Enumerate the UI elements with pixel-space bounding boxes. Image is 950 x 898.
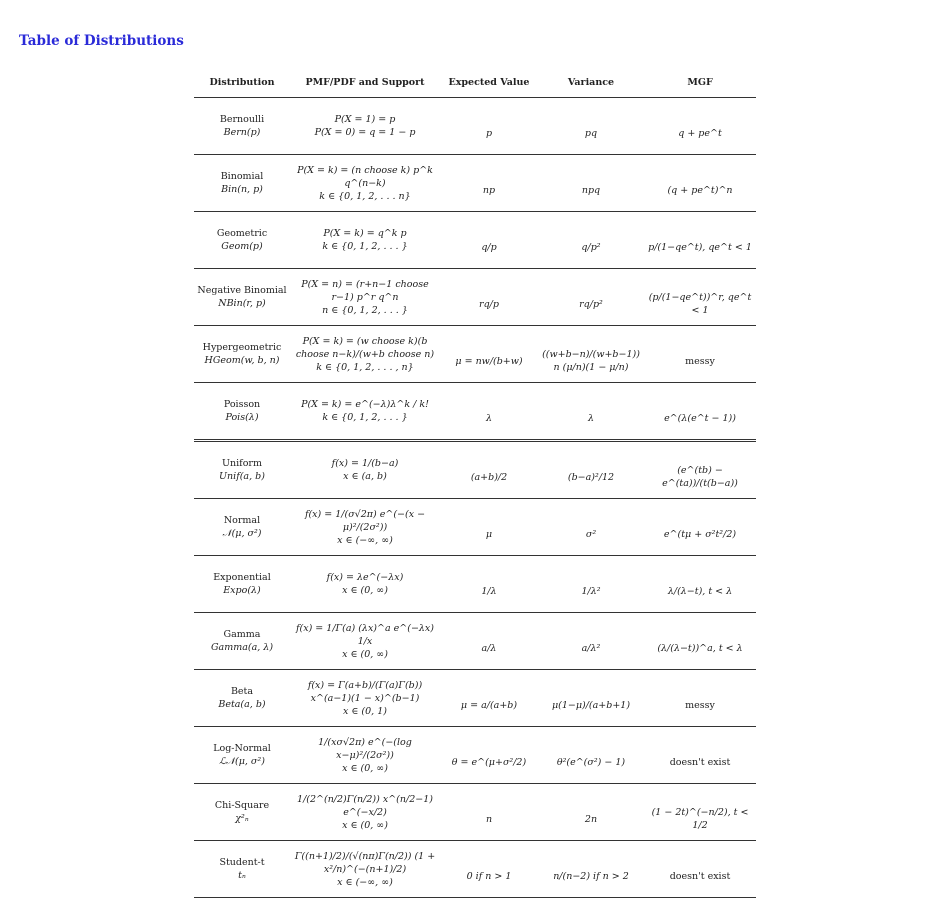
variance-value: pq [584, 127, 598, 139]
mgf-cell [644, 670, 756, 727]
pmf-formula: 1/(xσ√2π) e^(−(log x−μ)²/(2σ²)) [318, 736, 412, 761]
expected-value: np [482, 184, 496, 196]
support-text: x ∈ (0, ∞) [342, 819, 388, 831]
pmf-formula: f(x) = λe^(−λx) [326, 572, 404, 583]
mgf-cell [644, 499, 756, 556]
expected-value-cell [440, 326, 538, 383]
distribution-notation: HGeom(w, b, n) [204, 355, 280, 366]
mgf-value: messy [685, 699, 715, 711]
support-text: k ∈ {0, 1, 2, . . . , n} [316, 361, 414, 373]
expected-value: n [485, 813, 493, 825]
pmf-cell [290, 499, 440, 556]
expected-value: rq/p [479, 298, 499, 310]
pmf-cell [290, 841, 440, 898]
table-row [194, 441, 756, 499]
expected-value-cell [440, 155, 538, 212]
distribution-cell [194, 212, 290, 269]
variance-cell [538, 670, 644, 727]
distribution-name: Hypergeometric [202, 342, 282, 353]
page-title: Table of Distributions [19, 33, 184, 49]
mgf-cell [644, 269, 756, 326]
variance-cell [538, 841, 644, 898]
pmf-formula: P(X = k) = (w choose k)(b choose n−k)/(w+b choose n) [295, 335, 435, 360]
support-text: x ∈ (0, ∞) [342, 762, 388, 774]
table-row [194, 269, 756, 326]
pmf-formula: f(x) = 1/Γ(a) (λx)^a e^(−λx) 1/x [296, 622, 434, 647]
pmf-cell [290, 212, 440, 269]
variance-value: μ(1−μ)/(a+b+1) [551, 699, 631, 711]
mgf-cell [644, 155, 756, 212]
distribution-cell [194, 269, 290, 326]
expected-value-cell [440, 613, 538, 670]
distribution-name: Chi-Square [214, 800, 270, 811]
mgf-value: (q + pe^t)^n [667, 184, 733, 196]
mgf-value: (e^(tb) − e^(ta))/(t(b−a)) [662, 465, 738, 489]
distribution-name: Normal [223, 515, 261, 526]
expected-value-cell [440, 784, 538, 841]
variance-cell [538, 383, 644, 441]
pmf-formula: f(x) = Γ(a+b)/(Γ(a)Γ(b)) x^(a−1)(1 − x)^(b−1) [307, 679, 423, 704]
distribution-notation: Beta(a, b) [218, 699, 266, 710]
expected-value-cell [440, 269, 538, 326]
expected-value: a/λ [481, 642, 497, 654]
variance-value: θ²(e^(σ²) − 1) [556, 756, 626, 768]
mgf-value: e^(λ(e^t − 1)) [664, 412, 736, 424]
table-row [194, 556, 756, 613]
table-row [194, 670, 756, 727]
pmf-formula: f(x) = 1/(b−a) [331, 458, 399, 469]
distribution-notation: Pois(λ) [225, 412, 259, 423]
mgf-value: λ/(λ−t), t < λ [667, 585, 733, 597]
variance-cell [538, 155, 644, 212]
table-row [194, 155, 756, 212]
expected-value-cell [440, 727, 538, 784]
distribution-cell [194, 670, 290, 727]
distribution-name: Binomial [220, 171, 264, 182]
distribution-name: Beta [230, 686, 254, 697]
distribution-notation: ℒ𝒩(μ, σ²) [219, 756, 265, 767]
pmf-cell [290, 727, 440, 784]
variance-cell [538, 326, 644, 383]
variance-value: ((w+b−n)/(w+b−1)) n (μ/n)(1 − μ/n) [542, 349, 640, 373]
support-text: x ∈ (0, ∞) [342, 648, 388, 660]
expected-value-cell [440, 383, 538, 441]
table-body [194, 98, 756, 898]
mgf-value: e^(tμ + σ²t²/2) [663, 528, 737, 540]
table-row [194, 841, 756, 898]
table-row [194, 613, 756, 670]
distribution-cell [194, 727, 290, 784]
table-row [194, 326, 756, 383]
expected-value: p [485, 127, 493, 139]
support-text: P(X = 0) = q = 1 − p [314, 127, 416, 138]
header-distribution: Distribution [194, 68, 290, 98]
variance-value: rq/p² [579, 298, 603, 310]
support-text: k ∈ {0, 1, 2, . . . n} [319, 190, 411, 202]
mgf-value: q + pe^t [678, 127, 722, 139]
support-text: x ∈ (−∞, ∞) [337, 876, 393, 888]
variance-value: σ² [585, 528, 597, 540]
mgf-cell [644, 841, 756, 898]
variance-value: (b−a)²/12 [567, 471, 615, 483]
variance-value: n/(n−2) if n > 2 [553, 870, 629, 882]
support-text: x ∈ (a, b) [343, 471, 387, 482]
distribution-name: Exponential [213, 572, 271, 583]
support-text: x ∈ (−∞, ∞) [337, 534, 393, 546]
mgf-cell [644, 98, 756, 155]
variance-value: a/λ² [581, 642, 601, 654]
pmf-cell [290, 670, 440, 727]
expected-value: (a+b)/2 [470, 471, 508, 483]
pmf-cell [290, 326, 440, 383]
distribution-cell [194, 98, 290, 155]
support-text: k ∈ {0, 1, 2, . . . } [322, 241, 408, 252]
support-text: x ∈ (0, ∞) [342, 585, 388, 596]
mgf-cell [644, 212, 756, 269]
pmf-formula: Γ((n+1)/2)/(√(nπ)Γ(n/2)) (1 + x²/n)^(−(n+1)/2) [294, 850, 436, 875]
distribution-name: Bernoulli [219, 114, 265, 125]
distribution-name: Negative Binomial [197, 285, 287, 296]
header-variance: Variance [538, 68, 644, 98]
expected-value-cell [440, 499, 538, 556]
expected-value-cell [440, 441, 538, 499]
mgf-cell [644, 326, 756, 383]
table-header [194, 68, 756, 98]
mgf-value: (p/(1−qe^t))^r, qe^t < 1 [648, 292, 752, 316]
expected-value: μ [485, 528, 493, 540]
distribution-name: Gamma [223, 629, 261, 640]
expected-value-cell [440, 841, 538, 898]
distribution-name: Log-Normal [213, 743, 271, 754]
variance-cell [538, 269, 644, 326]
mgf-value: doesn't exist [669, 756, 731, 768]
distribution-notation: 𝒩(μ, σ²) [222, 528, 262, 539]
pmf-formula: 1/(2^(n/2)Γ(n/2)) x^(n/2−1) e^(−x/2) [297, 793, 433, 818]
support-text: k ∈ {0, 1, 2, . . . } [322, 412, 408, 423]
distribution-notation: Unif(a, b) [219, 471, 265, 482]
table-row [194, 212, 756, 269]
table-row [194, 98, 756, 155]
expected-value-cell [440, 556, 538, 613]
expected-value: 1/λ [481, 585, 497, 597]
mgf-value: messy [685, 355, 715, 367]
variance-value: 2n [584, 813, 598, 825]
distribution-notation: Expo(λ) [223, 585, 261, 596]
distribution-notation: χ²ₙ [235, 813, 249, 824]
expected-value: θ = e^(μ+σ²/2) [451, 756, 527, 768]
pmf-cell [290, 441, 440, 499]
table-row [194, 499, 756, 556]
variance-cell [538, 613, 644, 670]
header-pmf-pdf: PMF/PDF and Support [290, 68, 440, 98]
pmf-cell [290, 784, 440, 841]
distribution-name: Student-t [219, 857, 265, 868]
mgf-cell [644, 727, 756, 784]
distribution-name: Uniform [222, 458, 262, 469]
pmf-formula: P(X = n) = (r+n−1 choose r−1) p^r q^n [301, 278, 429, 303]
pmf-cell [290, 155, 440, 212]
variance-cell [538, 556, 644, 613]
expected-value: μ = nw/(b+w) [455, 355, 523, 367]
expected-value: q/p [481, 241, 497, 253]
pmf-formula: P(X = k) = (n choose k) p^k q^(n−k) [297, 164, 433, 189]
table-row [194, 727, 756, 784]
mgf-value: (1 − 2t)^(−n/2), t < 1/2 [651, 807, 749, 831]
distribution-notation: Geom(p) [221, 241, 263, 252]
table-row [194, 784, 756, 841]
mgf-value: (λ/(λ−t))^a, t < λ [657, 642, 743, 654]
distribution-notation: Gamma(a, λ) [210, 642, 274, 653]
distribution-table [194, 68, 756, 898]
mgf-cell [644, 784, 756, 841]
distribution-cell [194, 499, 290, 556]
pmf-formula: P(X = 1) = p [334, 114, 396, 125]
mgf-cell [644, 613, 756, 670]
distribution-name: Poisson [223, 399, 261, 410]
mgf-cell [644, 441, 756, 499]
distribution-cell [194, 613, 290, 670]
header-mgf: MGF [644, 68, 756, 98]
distribution-notation: NBin(r, p) [218, 298, 266, 309]
variance-cell [538, 784, 644, 841]
header-expected-value: Expected Value [440, 68, 538, 98]
distribution-cell [194, 155, 290, 212]
pmf-cell [290, 98, 440, 155]
distribution-notation: Bern(p) [223, 127, 261, 138]
variance-cell [538, 212, 644, 269]
pmf-formula: f(x) = 1/(σ√2π) e^(−(x − μ)²/(2σ²)) [304, 508, 426, 533]
distribution-cell [194, 556, 290, 613]
variance-cell [538, 499, 644, 556]
variance-value: npq [581, 184, 601, 196]
distribution-notation: tₙ [238, 870, 246, 881]
expected-value-cell [440, 670, 538, 727]
pmf-cell [290, 383, 440, 441]
expected-value-cell [440, 98, 538, 155]
support-text: x ∈ (0, 1) [343, 705, 387, 717]
pmf-cell [290, 556, 440, 613]
pmf-cell [290, 613, 440, 670]
distribution-cell [194, 383, 290, 441]
distribution-cell [194, 326, 290, 383]
support-text: n ∈ {0, 1, 2, . . . } [322, 304, 408, 316]
variance-value: λ [587, 412, 595, 424]
distribution-notation: Bin(n, p) [221, 184, 263, 195]
expected-value: μ = a/(a+b) [460, 699, 518, 711]
expected-value: λ [485, 412, 493, 424]
mgf-value: p/(1−qe^t), qe^t < 1 [648, 241, 752, 253]
variance-cell [538, 98, 644, 155]
pmf-cell [290, 269, 440, 326]
expected-value-cell [440, 212, 538, 269]
pmf-formula: P(X = k) = e^(−λ)λ^k / k! [301, 399, 429, 410]
variance-value: 1/λ² [581, 585, 601, 597]
mgf-value: doesn't exist [669, 870, 731, 882]
mgf-cell [644, 383, 756, 441]
variance-cell [538, 441, 644, 499]
pmf-formula: P(X = k) = q^k p [323, 228, 407, 239]
variance-value: q/p² [581, 241, 601, 253]
distribution-cell [194, 784, 290, 841]
table-row [194, 383, 756, 441]
distribution-cell [194, 841, 290, 898]
variance-cell [538, 727, 644, 784]
distribution-name: Geometric [216, 228, 268, 239]
distribution-cell [194, 441, 290, 499]
expected-value: 0 if n > 1 [466, 870, 512, 882]
mgf-cell [644, 556, 756, 613]
